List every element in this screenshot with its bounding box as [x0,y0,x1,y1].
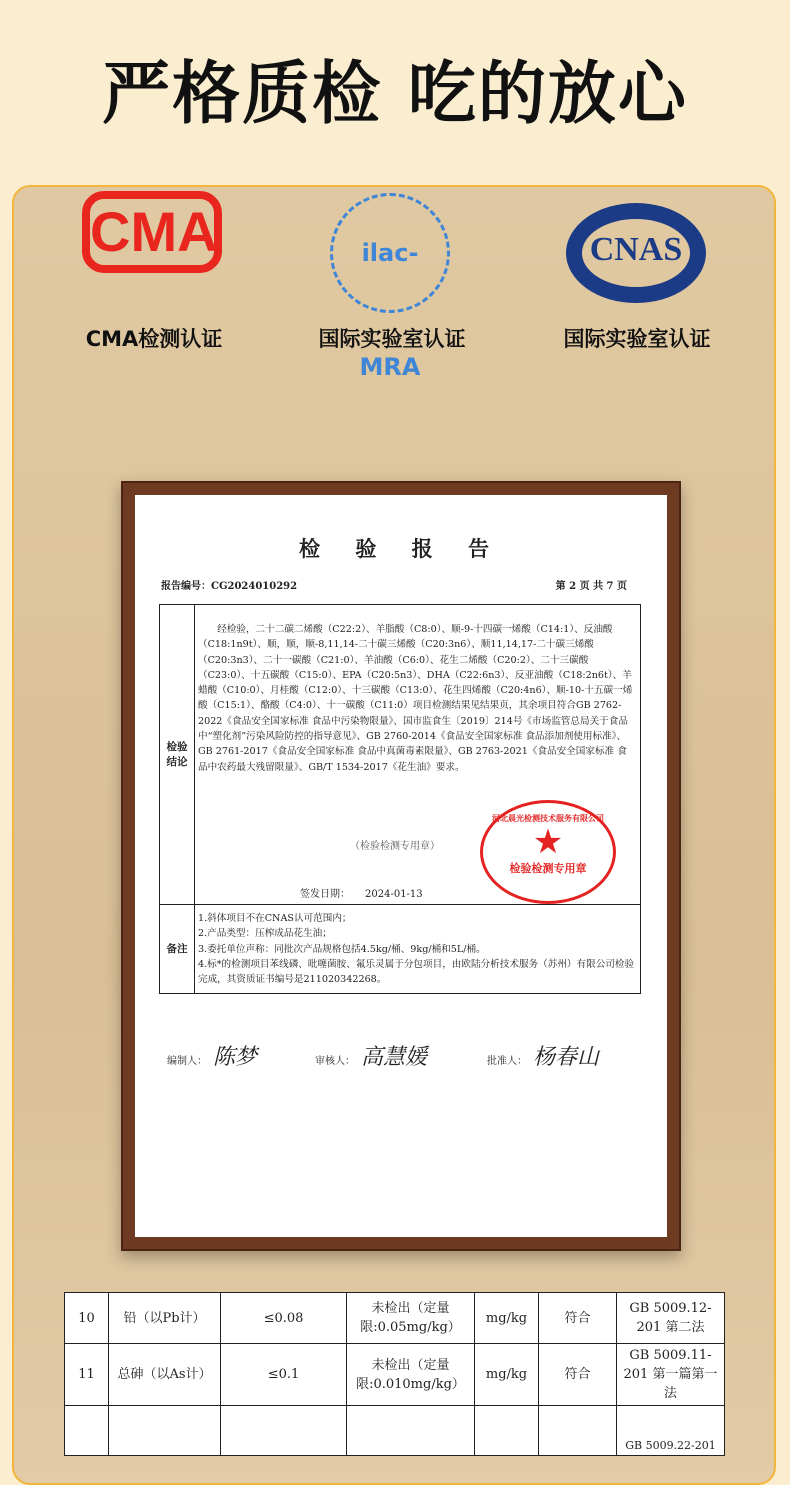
cell [65,1406,109,1456]
cell: 总砷（以As计） [109,1344,221,1406]
signature-name: 杨春山 [533,1045,600,1070]
cell: mg/kg [475,1344,539,1406]
ilac-mra-logo: ilac-MRA [330,193,450,313]
cell: 符合 [539,1293,617,1344]
cell: 未检出（定量限:0.05mg/kg） [347,1293,475,1344]
seal-company: 河北晨光检测技术服务有限公司 [492,813,604,823]
signature-name: 陈梦 [213,1045,258,1070]
cell: GB 5009.22-201 [617,1406,725,1456]
conclusion-row [160,605,640,905]
headline: 严格质检 吃的放心 [102,55,688,134]
table-row [65,1293,725,1344]
remark-item: 4.标*的检测项目苯线磷、吡噻菌胺、氟乐灵属于分包项目，由欧陆分析技术服务（苏州）有限公司检验完成，其资质证书编号是211020342268。 [198,958,635,986]
cert-label-cma: CMA检测认证 [85,327,223,351]
star-icon: ★ [532,822,564,862]
cert-label-ilac: 国际实验室认证 [318,327,466,351]
picture-frame [121,481,681,1251]
cert-label-cnas: 国际实验室认证 [563,327,711,351]
signature-compiler [167,1040,257,1071]
report-title: 检 验 报 告 [299,536,503,561]
signature-reviewer [315,1040,427,1071]
cell: ≤0.1 [221,1344,347,1406]
page-indicator: 第 2 页 共 7 页 [555,581,627,592]
signature-role: 编制人： [167,1056,207,1067]
signature-name: 高慧媛 [361,1045,428,1070]
seal-purpose: 检验检测专用章 [509,862,587,875]
cell: 未检出（定量限:0.010mg/kg） [347,1344,475,1406]
cell: 11 [65,1344,109,1406]
remark-item: 2.产品类型：压榨成品花生油； [198,928,332,940]
conclusion-label: 检验结论 [160,605,195,904]
cell [347,1406,475,1456]
remark-item: 1.斜体项目不在CNAS认可范围内； [198,913,352,924]
issue-date: 签发日期： 2024-01-13 [300,889,423,900]
cnas-logo: CNAS [566,203,706,303]
cell: GB 5009.12-201 第二法 [617,1293,725,1344]
remarks-list [198,911,636,987]
report-number: 报告编号：CG2024010292 [161,581,298,592]
remarks-label: 备注 [160,905,195,993]
remarks-row [160,905,640,993]
signature-approver [487,1040,599,1071]
cell [475,1406,539,1456]
cell: 10 [65,1293,109,1344]
cell [221,1406,347,1456]
cell [109,1406,221,1456]
table-row [65,1406,725,1456]
signature-role: 审核人： [315,1056,355,1067]
cell [539,1406,617,1456]
inspection-report [135,495,667,1237]
cell: ≤0.08 [221,1293,347,1344]
table-row [65,1344,725,1406]
report-table [159,604,641,994]
conclusion-text: 经检验，二十二碳二烯酸（C22:2）、羊脂酸（C8:0）、顺-9-十四碳一烯酸（C14:1）、反油酸（C18:1n9t）、顺，顺，顺-8,11,14-二十碳三烯酸（C20:3n6）、顺11,14,17-二十碳三烯酸（C20:3n3）、二十一碳酸（C21:0）、羊油酸（C6:0）、花生二烯酸（C20:2）、二十三碳酸（C23:0）、十五碳酸（C15:0）、EPA（C20:5n3）、DHA（C22:6n3）、反亚油酸（C18:2n6t）、羊蜡酸（C10:0）、月桂酸（C12:0）、十三碳酸（C13:0）、花生四烯酸（C20:4n6）、顺-10-十五碳一烯酸（C15:1）、酪酸（C4:0）、十一碳酸（C11:0）项目检测结果见结果页，其余项目符合GB 2762-2022《食品安全国家标准 食品中污染物限量》、国市监食生〔2019〕214号《市场监管总局关于食品中“塑化剂”污染风险防控的指导意见》、GB 2760-2014《食品安全国家标准 食品添加剂使用标准》、GB 2761-2017《食品安全国家标准 食品中真菌毒素限量》、GB 2763-2021《食品安全国家标准 食品中农药最大残留限量》、GB/T 1534-2017《花生油》要求。 [198,624,633,773]
signature-role: 批准人： [487,1056,527,1067]
cma-logo: CMA [82,191,222,273]
cell: mg/kg [475,1293,539,1344]
seal-note: （检验检测专用章） [350,841,440,852]
red-seal [480,800,616,904]
results-table [64,1292,725,1456]
cell: GB 5009.11-201 第一篇第一法 [617,1344,725,1406]
cell: 符合 [539,1344,617,1406]
cell: 铅（以Pb计） [109,1293,221,1344]
remark-item: 3.委托单位声称：同批次产品规格包括4.5kg/桶、9kg/桶和5L/桶。 [198,943,486,955]
